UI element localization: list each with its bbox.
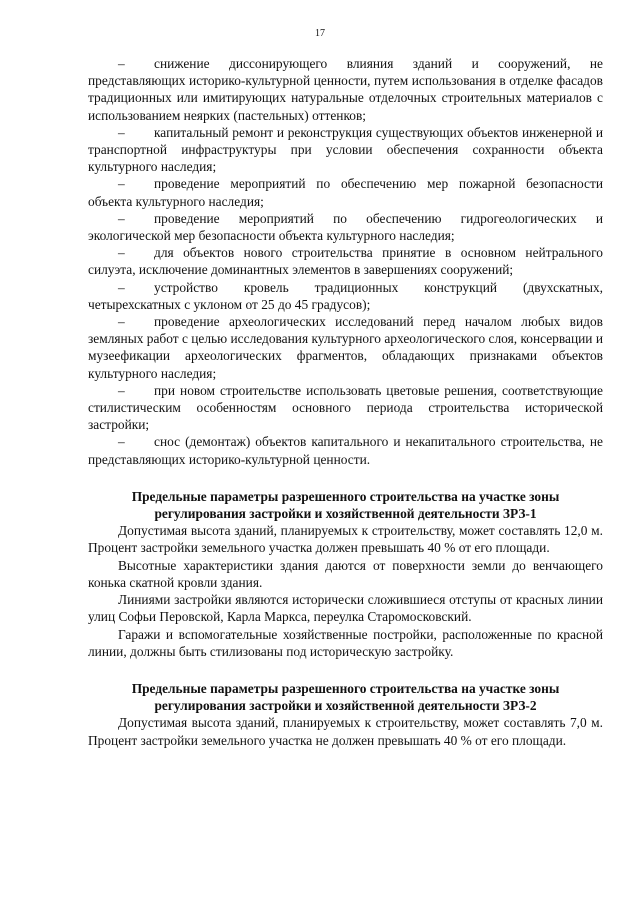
list-item-text: для объектов нового строительства принятие в основном нейтрального силуэта, исключение доминантных элементов в завершениях сооружений; xyxy=(88,245,603,278)
paragraph: Гаражи и вспомогательные хозяйственные постройки, расположенные по красной линии, должны быть стилизованы под историческую застройку. xyxy=(88,626,603,659)
list-item-text: при новом строительстве использовать цветовые решения, соответствующие стилистическим особенностям основного периода строительства исторической застройки; xyxy=(88,382,603,433)
section-heading-zrz1: Предельные параметры разрешенного строительства на участке зоны регулирования застройки и хозяйственной деятельности ЗРЗ-1 xyxy=(131,488,560,522)
dash-marker: – xyxy=(118,279,125,295)
list-item xyxy=(88,382,603,434)
dash-marker: – xyxy=(118,382,125,398)
list-item-text: проведение мероприятий по обеспечению гидрогеологических и экологической мер безопасности объекта культурного наследия; xyxy=(88,210,603,244)
list-item xyxy=(88,55,603,124)
list-item xyxy=(88,210,603,244)
dash-marker: – xyxy=(118,434,125,450)
list-item xyxy=(88,433,603,467)
dash-marker: – xyxy=(118,56,125,71)
list-item xyxy=(88,124,603,176)
list-item-text: капитальный ремонт и реконструкция существующих объектов инженерной и транспортной инфраструктуры при условии обеспечения сохранности объекта культурного наследия; xyxy=(88,124,603,175)
list-item-text: устройство кровель традиционных конструкций (двухскатных, четырехскатных с уклоном от 25 до 45 градусов); xyxy=(88,279,603,312)
document-body xyxy=(88,55,603,749)
paragraph: Допустимая высота зданий, планируемых к строительству, может составлять 7,0 м. Процент застройки земельного участка не должен превышать 40 % от его площади. xyxy=(88,715,603,748)
list-item-text: снос (демонтаж) объектов капитального и некапитального строительства, не представляющих историко-культурной ценности. xyxy=(88,434,603,467)
list-item-text: проведение археологических исследований перед началом любых видов земляных работ с целью исследования культурного археологического слоя, консервации и музеефикации археологических фрагментов, обладающих признаками объектов культурного наследия; xyxy=(88,314,603,381)
list-item xyxy=(88,313,603,382)
list-item xyxy=(88,175,603,209)
dash-marker: – xyxy=(118,314,125,330)
bullet-list xyxy=(88,55,603,468)
list-item-text: снижение диссонирующего влияния зданий и сооружений, не представляющих историко-культурной ценности, путем использования в отделке фасадов традиционных или имитирующих натуральные отделочных строительных материалов с использованием неярких (пастельных) оттенков; xyxy=(88,56,603,123)
page-number: 17 xyxy=(315,28,325,39)
list-item-text: проведение мероприятий по обеспечению мер пожарной безопасности объекта культурного наследия; xyxy=(88,176,603,209)
paragraph: Линиями застройки являются исторически сложившиеся отступы от красных линии улиц Софьи Перовской, Карла Маркса, переулка Старомосковский. xyxy=(88,592,603,625)
paragraph: Допустимая высота зданий, планируемых к строительству, может составлять 12,0 м. Процент застройки земельного участка должен превышать 40 % от его площади. xyxy=(88,523,603,556)
dash-marker: – xyxy=(118,124,125,140)
section-heading-zrz2: Предельные параметры разрешенного строительства на участке зоны регулирования застройки и хозяйственной деятельности ЗРЗ-2 xyxy=(131,680,560,714)
dash-marker: – xyxy=(118,245,125,261)
list-item xyxy=(88,244,603,278)
dash-marker: – xyxy=(118,176,125,192)
paragraph: Высотные характеристики здания даются от поверхности земли до венчающего конька скатной кровли здания. xyxy=(88,557,603,590)
list-item xyxy=(88,279,603,313)
dash-marker: – xyxy=(118,210,125,226)
